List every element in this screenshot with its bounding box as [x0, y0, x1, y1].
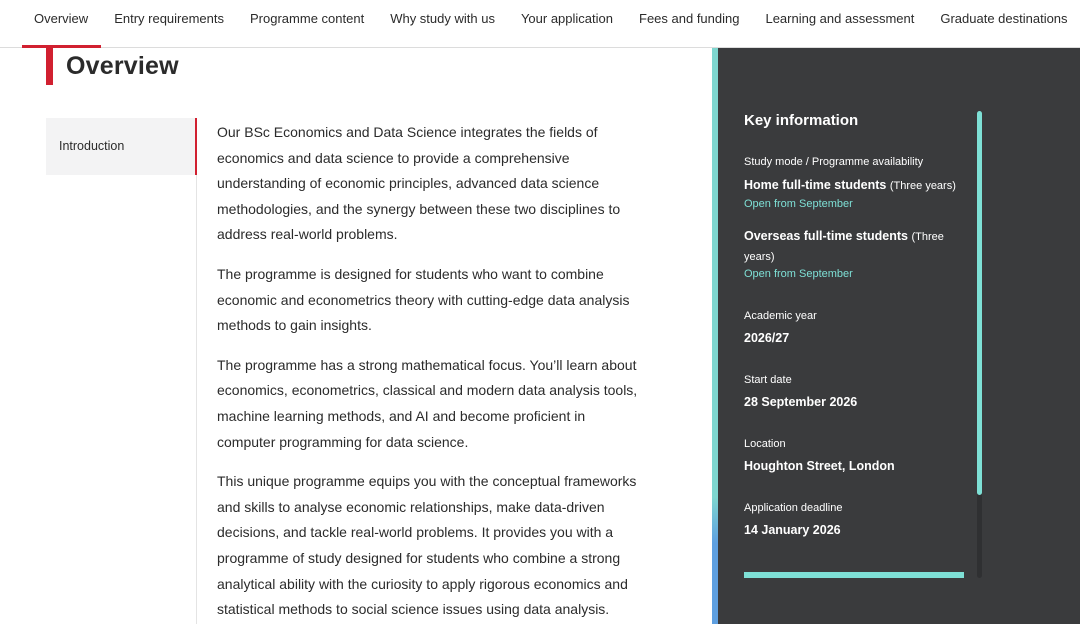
tab-graduate-destinations[interactable]: Graduate destinations — [940, 11, 1068, 26]
academic-year-value: 2026/27 — [744, 331, 790, 345]
tab-list — [0, 0, 1080, 47]
tab-programme-content[interactable]: Programme content — [250, 11, 365, 26]
panel-scrollbar-thumb[interactable] — [977, 111, 982, 495]
paragraph-intro: Our BSc Economics and Data Science integrates the fields of economics and data science to provide a comprehensive understanding of economic principles, advanced data science methodologies, and the synergy between these two disciplines to address real-world problems. — [217, 124, 621, 243]
subnav-item-introduction[interactable] — [46, 118, 197, 175]
study-mode-label: Study mode / Programme availability — [744, 156, 924, 168]
paragraph-designed-for: The programme is designed for students who want to combine economic and econometrics theory with cutting-edge data analysis methods to gain insights. — [217, 265, 630, 334]
location-label: Location — [744, 438, 786, 450]
start-date-label: Start date — [744, 374, 792, 386]
overseas-study-mode — [744, 227, 956, 267]
tab-your-application[interactable]: Your application — [520, 11, 613, 26]
tab-learning-and-assessment[interactable]: Learning and assessment — [765, 11, 915, 26]
key-information-title: Key information — [744, 112, 859, 129]
key-information-panel — [718, 48, 1080, 624]
overview-content — [217, 120, 647, 624]
panel-bottom-accent — [744, 572, 964, 578]
subnav-item-label: Introduction — [59, 139, 125, 153]
heading-accent-bar — [46, 48, 53, 85]
paragraph-mathematical-focus: The programme has a strong mathematical focus. You’ll learn about economics, econometrics, classical and modern data analysis tools, machine learning methods, and AI and become proficient in computer programming for data science. — [217, 356, 638, 450]
application-deadline-label: Application deadline — [744, 502, 843, 514]
start-date-value: 28 September 2026 — [744, 395, 858, 409]
home-study-name: Home full-time students — [744, 178, 887, 192]
home-study-duration: (Three years) — [889, 180, 956, 192]
academic-year-label: Academic year — [744, 310, 817, 322]
tab-why-study-with-us[interactable]: Why study with us — [390, 11, 495, 26]
content-divider — [196, 175, 197, 624]
application-deadline-value: 14 January 2026 — [744, 523, 841, 537]
home-availability-status: Open from September — [744, 198, 853, 210]
overseas-availability-status: Open from September — [744, 268, 853, 280]
home-study-mode — [744, 176, 956, 196]
page-title: Overview — [66, 52, 179, 80]
overseas-study-name: Overseas full-time students — [744, 229, 908, 243]
programme-tab-nav — [0, 0, 1080, 48]
location-value: Houghton Street, London — [744, 459, 895, 473]
tab-entry-requirements[interactable]: Entry requirements — [114, 11, 225, 26]
paragraph-unique-programme: This unique programme equips you with the conceptual frameworks and skills to analyse economic relationships, make data-driven decisions, and tackle real-world problems. It provides you with a programme of study designed for students who combine a strong analytical ability with the curiosity to apply rigorous economics and statistical methods to social science issues using data analysis. — [217, 473, 637, 618]
tab-fees-and-funding[interactable]: Fees and funding — [639, 11, 740, 26]
tab-overview[interactable]: Overview — [21, 0, 101, 47]
overseas-study-duration: (Three years) — [744, 231, 944, 263]
